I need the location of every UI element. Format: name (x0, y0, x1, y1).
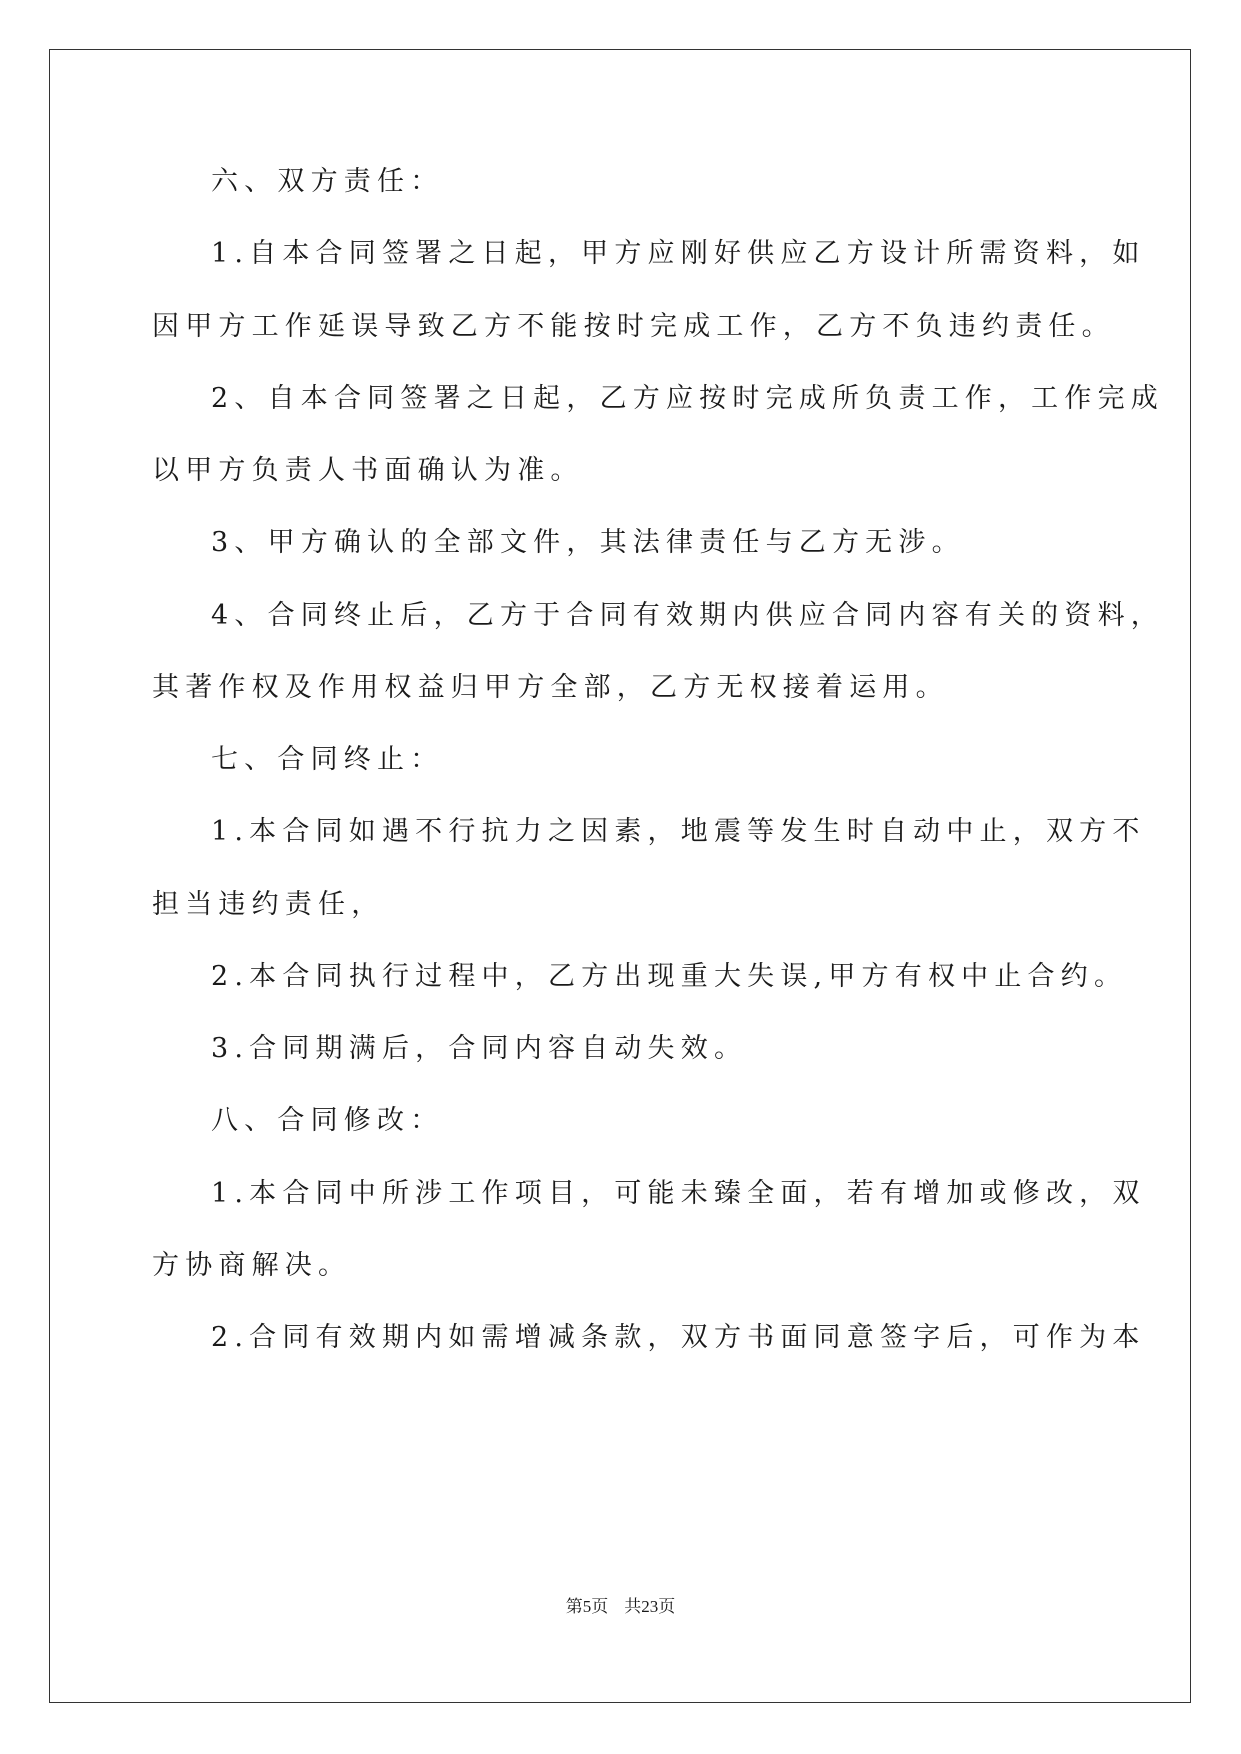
paragraph-line: 3、甲方确认的全部文件，其法律责任与乙方无涉。 (211, 527, 965, 558)
page-number-suffix: 页 (591, 1597, 609, 1617)
page-border (49, 49, 1191, 1703)
page-number-prefix: 第 (565, 1597, 583, 1617)
paragraph-line: 其著作权及作用权益归甲方全部，乙方无权接着运用。 (152, 672, 949, 703)
paragraph-line: 1.本合同中所涉工作项目，可能未臻全面，若有增加或修改，双 (211, 1178, 1146, 1209)
page-number-current: 5 (582, 1597, 592, 1616)
paragraph-line: 1.本合同如遇不行抗力之因素，地震等发生时自动中止，双方不 (211, 816, 1146, 847)
section-heading-termination: 七、合同终止： (211, 744, 444, 775)
paragraph-line: 3.合同期满后，合同内容自动失效。 (211, 1033, 748, 1064)
paragraph-line: 1.自本合同签署之日起，甲方应刚好供应乙方设计所需资料，如 (211, 238, 1146, 269)
section-heading-amendment: 八、合同修改： (211, 1105, 444, 1136)
paragraph-line: 2、自本合同签署之日起，乙方应按时完成所负责工作，工作完成 (211, 383, 1164, 414)
page-footer (0, 1595, 1241, 1619)
page-total-suffix: 页 (658, 1597, 676, 1617)
paragraph-line: 担当违约责任， (152, 889, 385, 920)
paragraph-line: 4、合同终止后，乙方于合同有效期内供应合同内容有关的资料， (211, 600, 1164, 631)
paragraph-line: 以甲方负责人书面确认为准。 (152, 455, 584, 486)
page-total: 23 (641, 1597, 659, 1616)
paragraph-line: 2.本合同执行过程中，乙方出现重大失误,甲方有权中止合约。 (211, 961, 1128, 992)
paragraph-line: 2.合同有效期内如需增减条款，双方书面同意签字后，可作为本 (211, 1322, 1146, 1353)
paragraph-line: 方协商解决。 (152, 1250, 352, 1281)
page-total-prefix: 共 (624, 1597, 642, 1617)
paragraph-line: 因甲方工作延误导致乙方不能按时完成工作，乙方不负违约责任。 (152, 311, 1115, 342)
section-heading-responsibilities: 六、双方责任： (211, 166, 444, 197)
